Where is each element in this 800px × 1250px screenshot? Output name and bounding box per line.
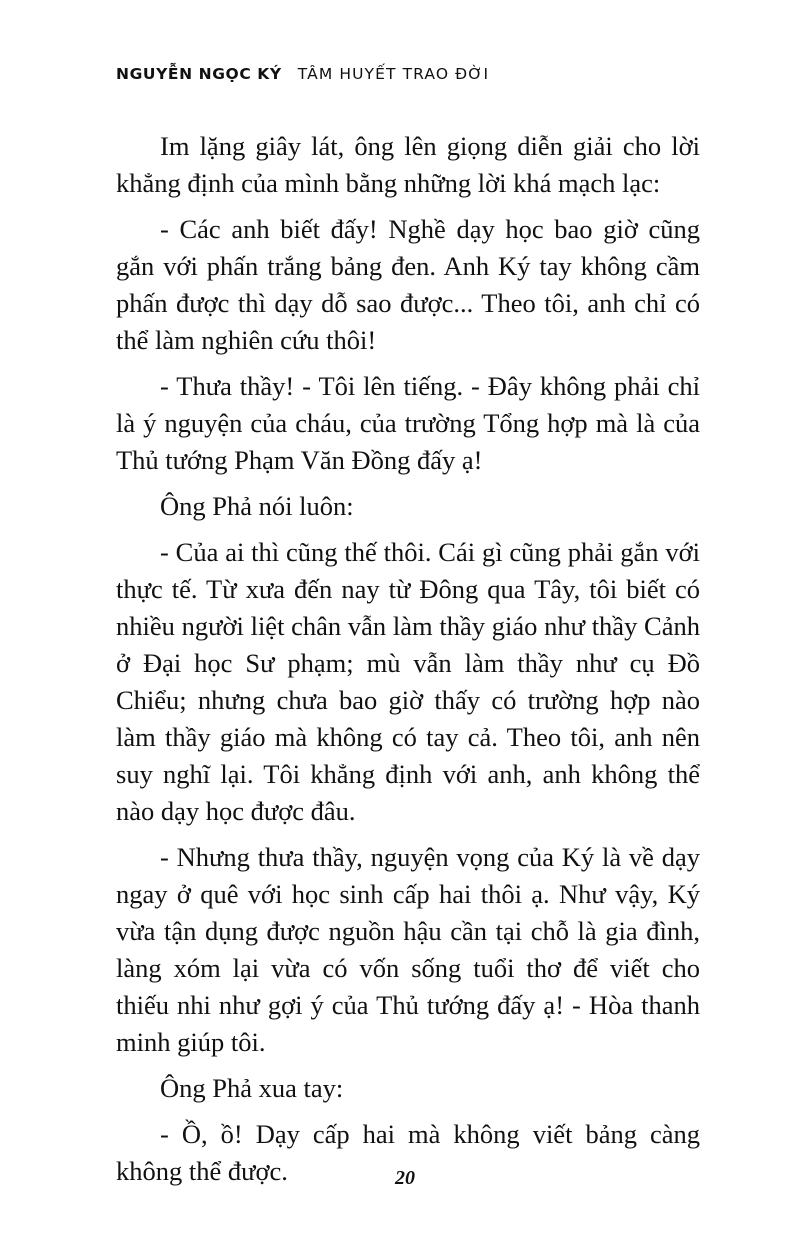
paragraph: - Các anh biết đấy! Nghề dạy học bao giờ cũng gắn với phấn trắng bảng đen. Anh Ký tay không cầm phấn được thì dạy dỗ sao được... Theo tôi, anh chỉ có thể làm nghiên cứu thôi! xyxy=(116,214,700,355)
page-body xyxy=(116,128,700,1199)
running-header xyxy=(116,64,716,84)
page-number: 20 xyxy=(395,1167,415,1189)
paragraph: - Của ai thì cũng thế thôi. Cái gì cũng phải gắn với thực tế. Từ xưa đến nay từ Đông qua Tây, tôi biết có nhiều người liệt chân vẫn làm thầy giáo như thầy Cảnh ở Đại học Sư phạm; mù vẫn làm thầy như cụ Đồ Chiểu; nhưng chưa bao giờ thấy có trường hợp nào làm thầy giáo mà không có tay cả. Theo tôi, anh nên suy nghĩ lại. Tôi khẳng định với anh, anh không thể nào dạy học được đâu. xyxy=(116,537,700,826)
paragraph: - Nhưng thưa thầy, nguyện vọng của Ký là về dạy ngay ở quê với học sinh cấp hai thôi ạ. Như vậy, Ký vừa tận dụng được nguồn hậu cần tại chỗ là gia đình, làng xóm lại vừa có vốn sống tuổi thơ để viết cho thiếu nhi như gợi ý của Thủ tướng đấy ạ! - Hòa thanh minh giúp tôi. xyxy=(116,842,700,1057)
paragraph: - Ồ, ồ! Dạy cấp hai mà không viết bảng càng không thể được. xyxy=(116,1119,700,1186)
header-book-title: TÂM HUYẾT TRAO ĐỜI xyxy=(297,65,490,83)
header-author: NGUYỄN NGỌC KÝ xyxy=(116,65,282,83)
paragraph: Im lặng giây lát, ông lên giọng diễn giải cho lời khẳng định của mình bằng những lời khá mạch lạc: xyxy=(116,131,700,198)
paragraph: - Thưa thầy! - Tôi lên tiếng. - Đây không phải chỉ là ý nguyện của cháu, của trường Tổng hợp mà là của Thủ tướng Phạm Văn Đồng đấy ạ! xyxy=(116,371,700,475)
paragraph: Ông Phả nói luôn: xyxy=(160,491,354,521)
paragraph: Ông Phả xua tay: xyxy=(160,1073,344,1103)
